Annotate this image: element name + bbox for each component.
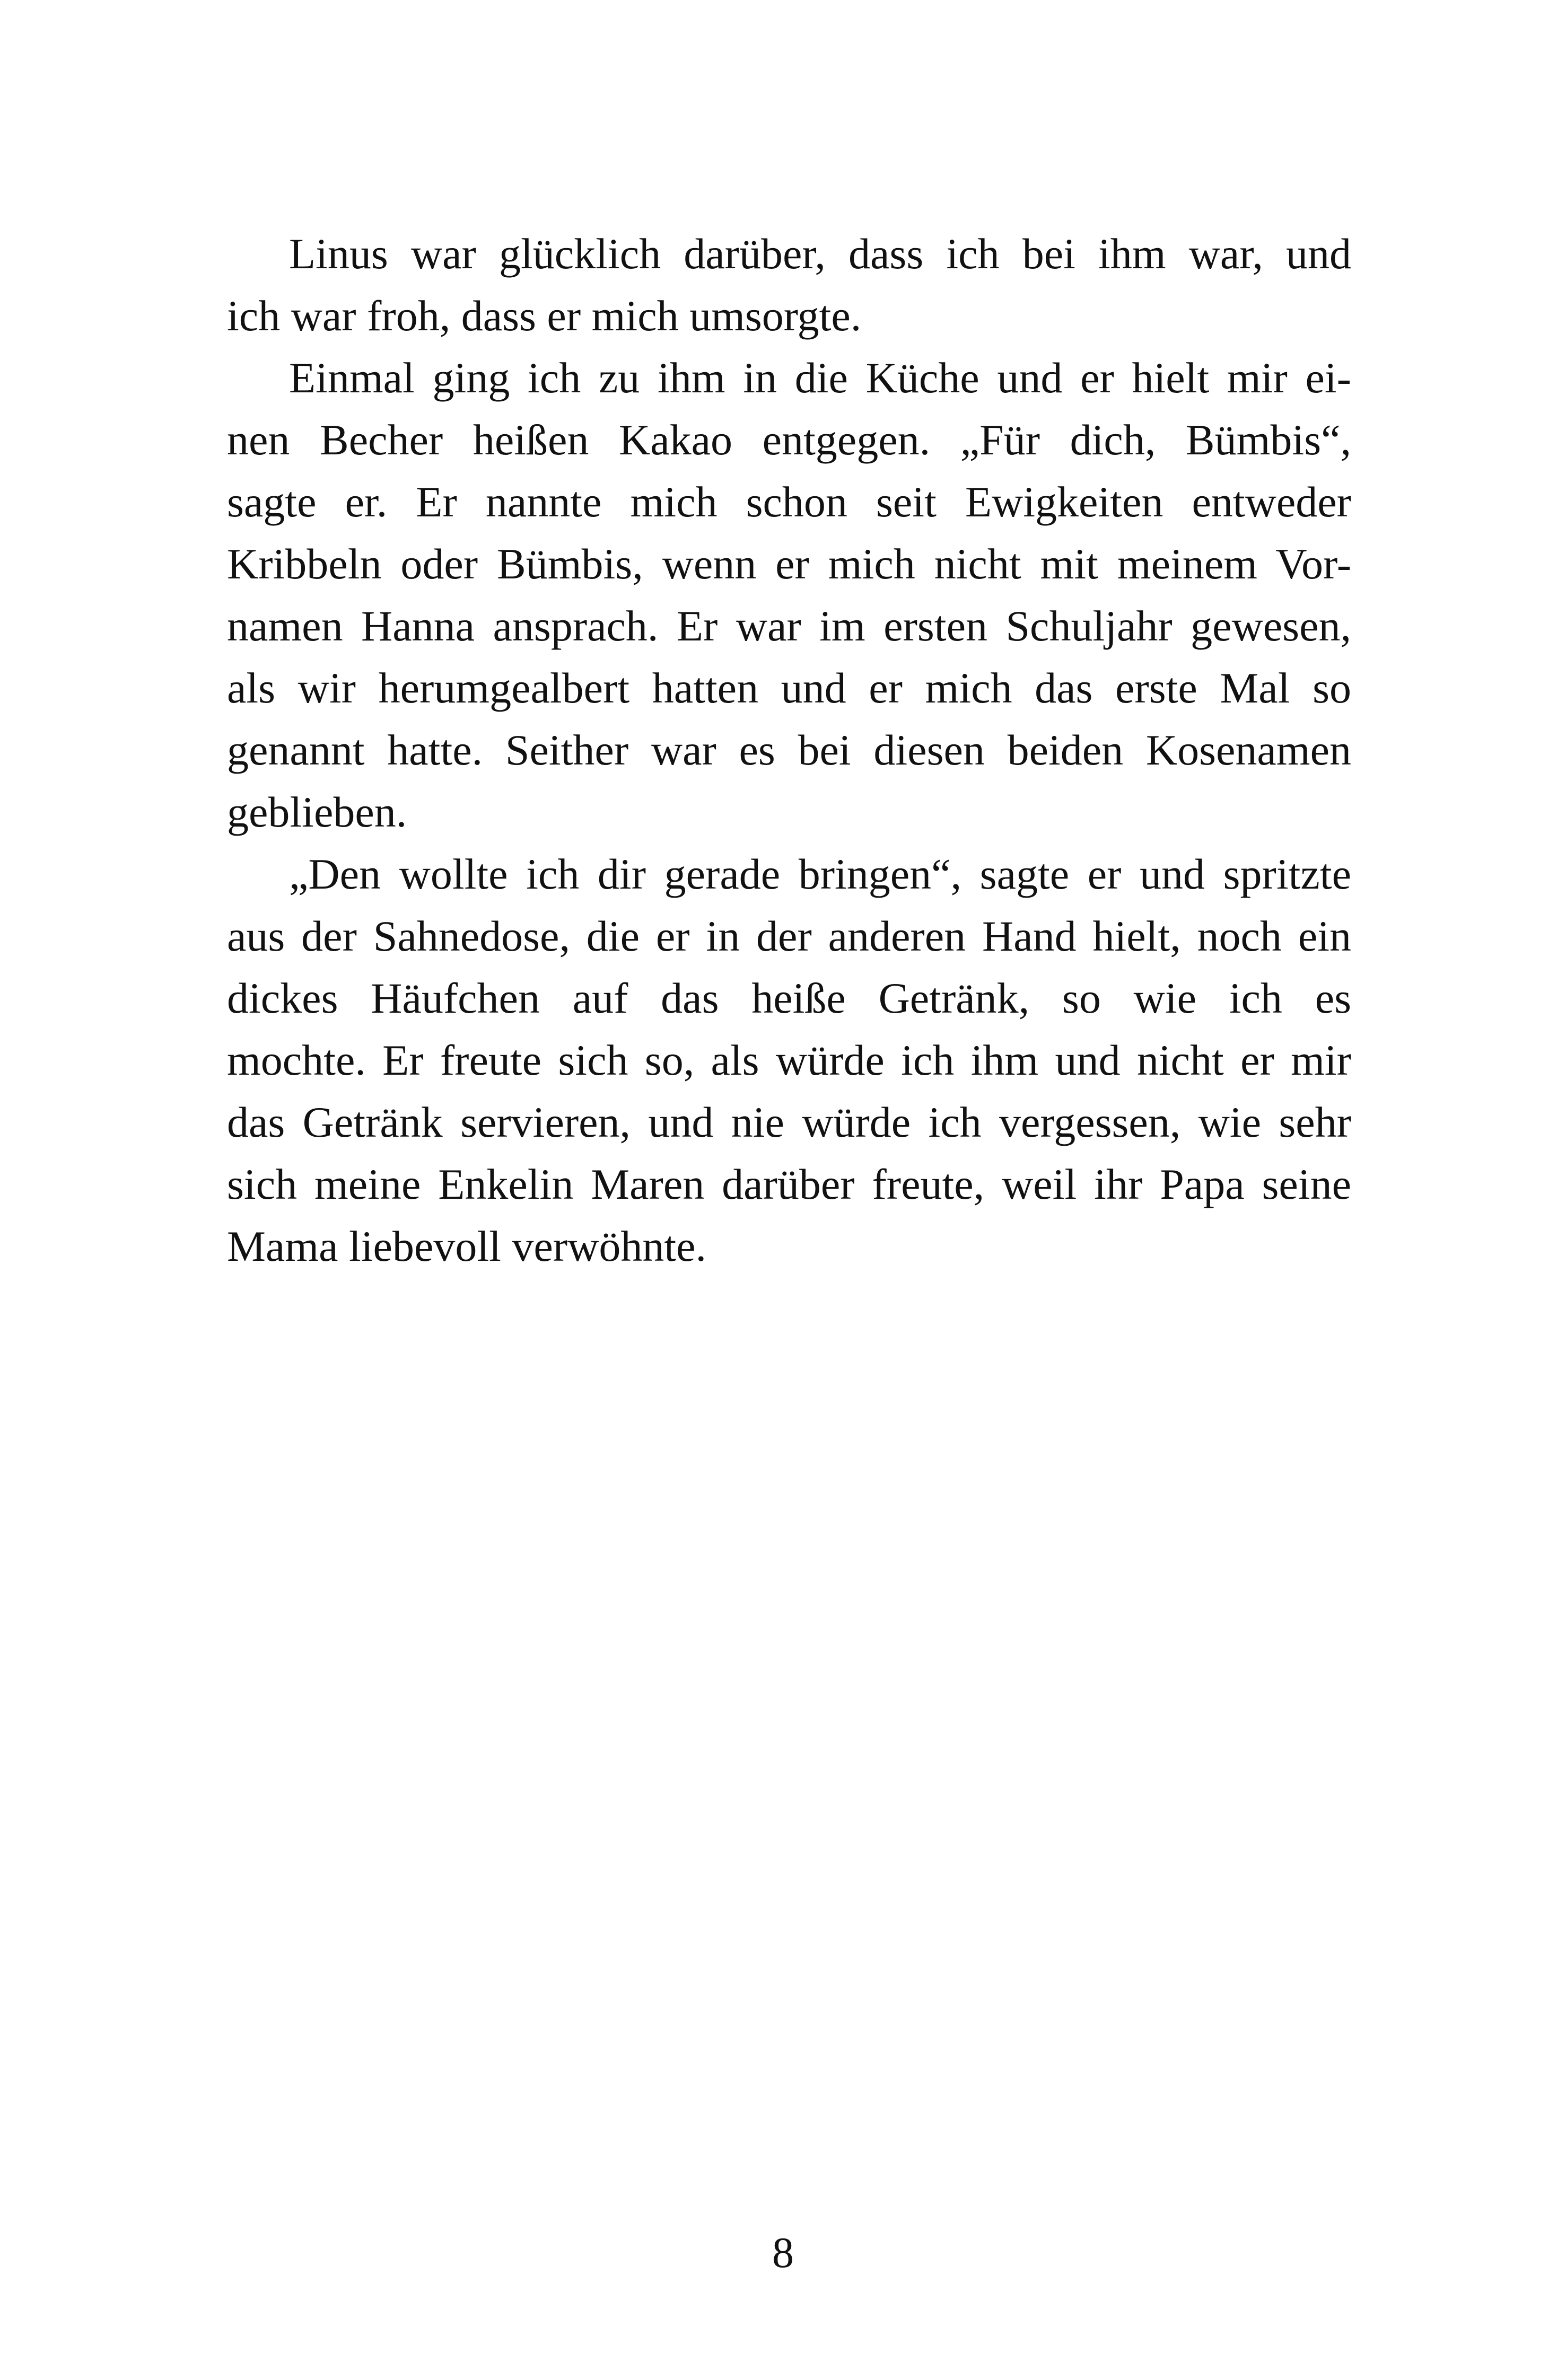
- text-line: dickes Häufchen auf das heiße Getränk, so wie ich es: [227, 974, 1351, 1022]
- body-text: [227, 223, 1351, 1277]
- text-line: sagte er. Er nannte mich schon seit Ewigkeiten entweder: [227, 478, 1351, 526]
- page-number: 8: [772, 2228, 794, 2277]
- text-line: als wir herumgealbert hatten und er mich das erste Mal so: [227, 664, 1351, 712]
- text-line: Mama liebevoll verwöhnte.: [227, 1222, 707, 1270]
- text-line: namen Hanna ansprach. Er war im ersten Schuljahr gewesen,: [227, 602, 1351, 650]
- text-line: genannt hatte. Seither war es bei diesen beiden Kosenamen: [227, 726, 1351, 774]
- text-line: „Den wollte ich dir gerade bringen“, sagte er und spritzte: [289, 850, 1351, 898]
- text-line: aus der Sahnedose, die er in der anderen Hand hielt, noch ein: [227, 912, 1351, 960]
- text-line: mochte. Er freute sich so, als würde ich ihm und nicht er mir: [227, 1036, 1351, 1084]
- text-line: Einmal ging ich zu ihm in die Küche und er hielt mir ei-: [289, 354, 1351, 402]
- text-line: nen Becher heißen Kakao entgegen. „Für dich, Bümbis“,: [227, 416, 1351, 464]
- text-line: Kribbeln oder Bümbis, wenn er mich nicht mit meinem Vor-: [227, 540, 1351, 588]
- text-line: das Getränk servieren, und nie würde ich vergessen, wie sehr: [227, 1098, 1351, 1146]
- text-line: sich meine Enkelin Maren darüber freute, weil ihr Papa seine: [227, 1160, 1351, 1208]
- text-line: ich war froh, dass er mich umsorgte.: [227, 292, 862, 340]
- text-line: Linus war glücklich darüber, dass ich bei ihm war, und: [289, 230, 1351, 278]
- text-line: geblieben.: [227, 788, 407, 836]
